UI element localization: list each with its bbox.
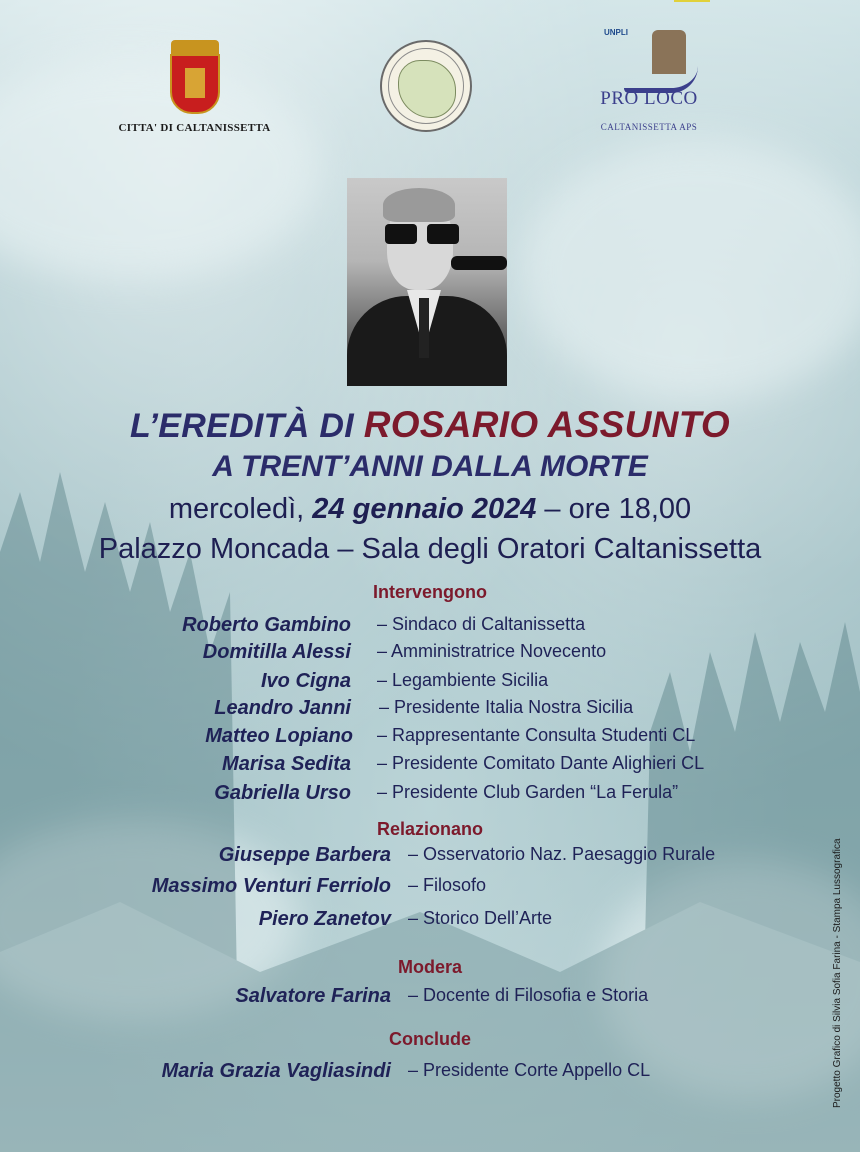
speaker-row bbox=[0, 875, 860, 901]
pro-loco-subtitle: CALTANISSETTA APS bbox=[600, 122, 698, 132]
speaker-name: Piero Zanetov bbox=[258, 908, 391, 930]
event-date: 24 gennaio 2024 bbox=[312, 493, 537, 525]
pro-loco-logo bbox=[594, 26, 734, 138]
speaker-role: – Presidente Corte Appello CL bbox=[408, 1060, 651, 1080]
speaker-role: – Docente di Filosofia e Storia bbox=[408, 985, 649, 1005]
event-subtitle: A TRENT’ANNI DALLA MORTE bbox=[212, 450, 648, 483]
section-heading-relazionano: Relazionano bbox=[376, 819, 483, 839]
speaker-row bbox=[0, 908, 860, 934]
speaker-row bbox=[0, 844, 860, 870]
speaker-name: Matteo Lopiano bbox=[205, 725, 353, 747]
speaker-role: – Filosofo bbox=[408, 875, 487, 895]
speaker-name: Gabriella Urso bbox=[214, 782, 351, 804]
speaker-row bbox=[0, 641, 860, 667]
speaker-row bbox=[0, 753, 860, 779]
speaker-role: – Osservatorio Naz. Paesaggio Rurale bbox=[408, 844, 716, 864]
event-date-line bbox=[0, 493, 860, 526]
speaker-role: – Storico Dell’Arte bbox=[408, 908, 553, 928]
event-time: – ore 18,00 bbox=[536, 493, 692, 525]
speaker-name: Maria Grazia Vagliasindi bbox=[161, 1060, 391, 1082]
speaker-row bbox=[0, 614, 860, 640]
speaker-name: Marisa Sedita bbox=[222, 753, 351, 775]
event-title bbox=[0, 404, 860, 446]
section-heading-modera: Modera bbox=[397, 957, 462, 977]
title-name: ROSARIO ASSUNTO bbox=[363, 404, 731, 445]
top-accent-bar bbox=[674, 0, 710, 2]
speaker-role: – Presidente Italia Nostra Sicilia bbox=[379, 697, 634, 717]
speaker-name: Domitilla Alessi bbox=[202, 641, 351, 663]
unpli-label: UNPLI bbox=[604, 28, 628, 37]
speaker-name: Giuseppe Barbera bbox=[218, 844, 391, 866]
speaker-name: Leandro Janni bbox=[214, 697, 351, 719]
speaker-role: – Sindaco di Caltanissetta bbox=[377, 614, 586, 634]
portrait-photo bbox=[347, 178, 507, 386]
city-logo-label: CITTA' DI CALTANISSETTA bbox=[118, 122, 271, 134]
map-seal-icon bbox=[380, 40, 472, 132]
speaker-row bbox=[0, 782, 860, 808]
speaker-role: – Presidente Club Garden “La Ferula” bbox=[377, 782, 679, 802]
speaker-name: Ivo Cigna bbox=[260, 670, 351, 692]
speaker-name: Salvatore Farina bbox=[235, 985, 391, 1007]
speaker-role: – Legambiente Sicilia bbox=[377, 670, 549, 690]
speaker-name: Roberto Gambino bbox=[182, 614, 351, 636]
speaker-row bbox=[0, 1060, 860, 1086]
event-day: mercoledì, bbox=[168, 493, 313, 525]
microphone-icon bbox=[451, 256, 507, 270]
crown-icon bbox=[171, 40, 219, 54]
speaker-role: – Amministratrice Novecento bbox=[377, 641, 607, 661]
title-prefix: L’EREDITÀ DI bbox=[129, 407, 364, 445]
pro-loco-name: PRO LOCO bbox=[600, 88, 698, 109]
section-heading-conclude: Conclude bbox=[388, 1029, 471, 1049]
event-place: Palazzo Moncada – Sala degli Oratori Caltanissetta bbox=[98, 533, 762, 565]
speaker-row bbox=[0, 725, 860, 751]
speaker-role: – Presidente Comitato Dante Alighieri CL bbox=[377, 753, 705, 773]
background-mist bbox=[520, 140, 860, 400]
speaker-row bbox=[0, 697, 860, 723]
section-heading-intervengono: Intervengono bbox=[372, 582, 487, 602]
speaker-row bbox=[0, 670, 860, 696]
speaker-name: Massimo Venturi Ferriolo bbox=[151, 875, 391, 897]
speaker-role: – Rappresentante Consulta Studenti CL bbox=[377, 725, 696, 745]
city-logo bbox=[112, 40, 277, 134]
design-credit: Progetto Grafico di Silvia Sofia Farina - Stampa Lussografica bbox=[832, 838, 843, 1108]
city-coat-of-arms-icon bbox=[170, 54, 220, 114]
speaker-row bbox=[0, 985, 860, 1011]
